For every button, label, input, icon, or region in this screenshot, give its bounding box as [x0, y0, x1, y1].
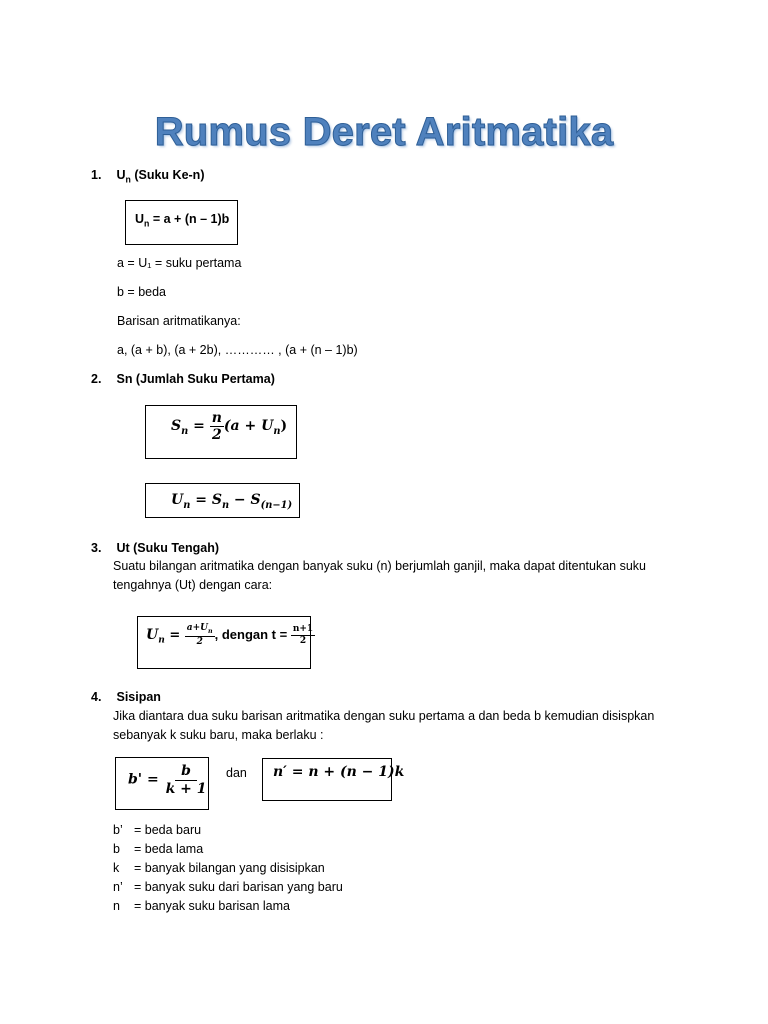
heading-text: $U_n$ (Suku Ke-n) — [116, 168, 205, 185]
section-4-heading — [91, 690, 161, 704]
section-2-heading — [91, 372, 275, 386]
def-item: n = banyak suku barisan lama — [113, 899, 290, 913]
def-item: k = banyak bilangan yang disisipkan — [113, 861, 325, 875]
heading-text: Ut (Suku Tengah) — [116, 541, 220, 555]
formula-box-un-from-sn — [145, 483, 300, 518]
barisan-label: Barisan aritmatikanya: — [117, 314, 241, 328]
section-1-heading — [91, 168, 204, 185]
formula-un-from-sn: $U_n = S_n - S_{(n-1)}$ — [171, 492, 293, 511]
section-4-desc-1: Jika diantara dua suku barisan aritmatika dengan suku pertama a dan beda b kemudian disispkan — [113, 709, 655, 723]
section-3-desc-2: tengahnya (Ut) dengan cara: — [113, 578, 273, 592]
formula-b-new: b' = $\frac{b}{k + 1}$ — [128, 763, 207, 797]
section-4-desc-2: sebanyak k suku baru, maka berlaku : — [113, 728, 324, 742]
section-number: 1. — [91, 168, 102, 182]
def-item: b’ = beda baru — [113, 823, 202, 837]
formula-n-new: n′ = n + (n − 1)k — [273, 764, 405, 780]
section-number: 3. — [91, 541, 102, 555]
formula-box-b-new — [115, 757, 209, 810]
formula-box-un — [125, 200, 238, 245]
formula-un: $U_n = a + (n - 1)b$ — [135, 212, 230, 229]
page-title: Rumus Deret Aritmatika — [154, 110, 614, 154]
def-a: a = U₁ = suku pertama — [117, 256, 242, 270]
formula-box-n-new — [262, 758, 405, 801]
dan-label: dan — [226, 766, 247, 780]
heading-text: Sisipan — [116, 690, 161, 704]
section-number: 2. — [91, 372, 102, 386]
def-item: b = beda lama — [113, 842, 204, 856]
formula-box-sn — [145, 405, 297, 459]
section-3-desc-1: Suatu bilangan aritmatika dengan banyak suku (n) berjumlah ganjil, maka dapat ditentukan suku — [113, 559, 646, 573]
section-3-heading — [91, 541, 219, 555]
formula-sn: $S_n$ = $\frac{n}{2}$ $(a + U_n)$ — [171, 410, 288, 443]
def-b: b = beda — [117, 285, 167, 299]
section-number: 4. — [91, 690, 102, 704]
formula-box-ut — [137, 616, 314, 669]
heading-text: Sn (Jumlah Suku Pertama) — [116, 372, 275, 386]
formula-ut: $U_n$ = $\frac{a+U_n}{2}$ , dengan t = $\frac{n+1}{2}$ — [146, 623, 314, 648]
def-list — [113, 823, 343, 918]
barisan-value: a, (a + b), (a + 2b), ………… , (a + (n – 1)b) — [117, 343, 358, 357]
def-item: n’ = banyak suku dari barisan yang baru — [113, 880, 343, 894]
